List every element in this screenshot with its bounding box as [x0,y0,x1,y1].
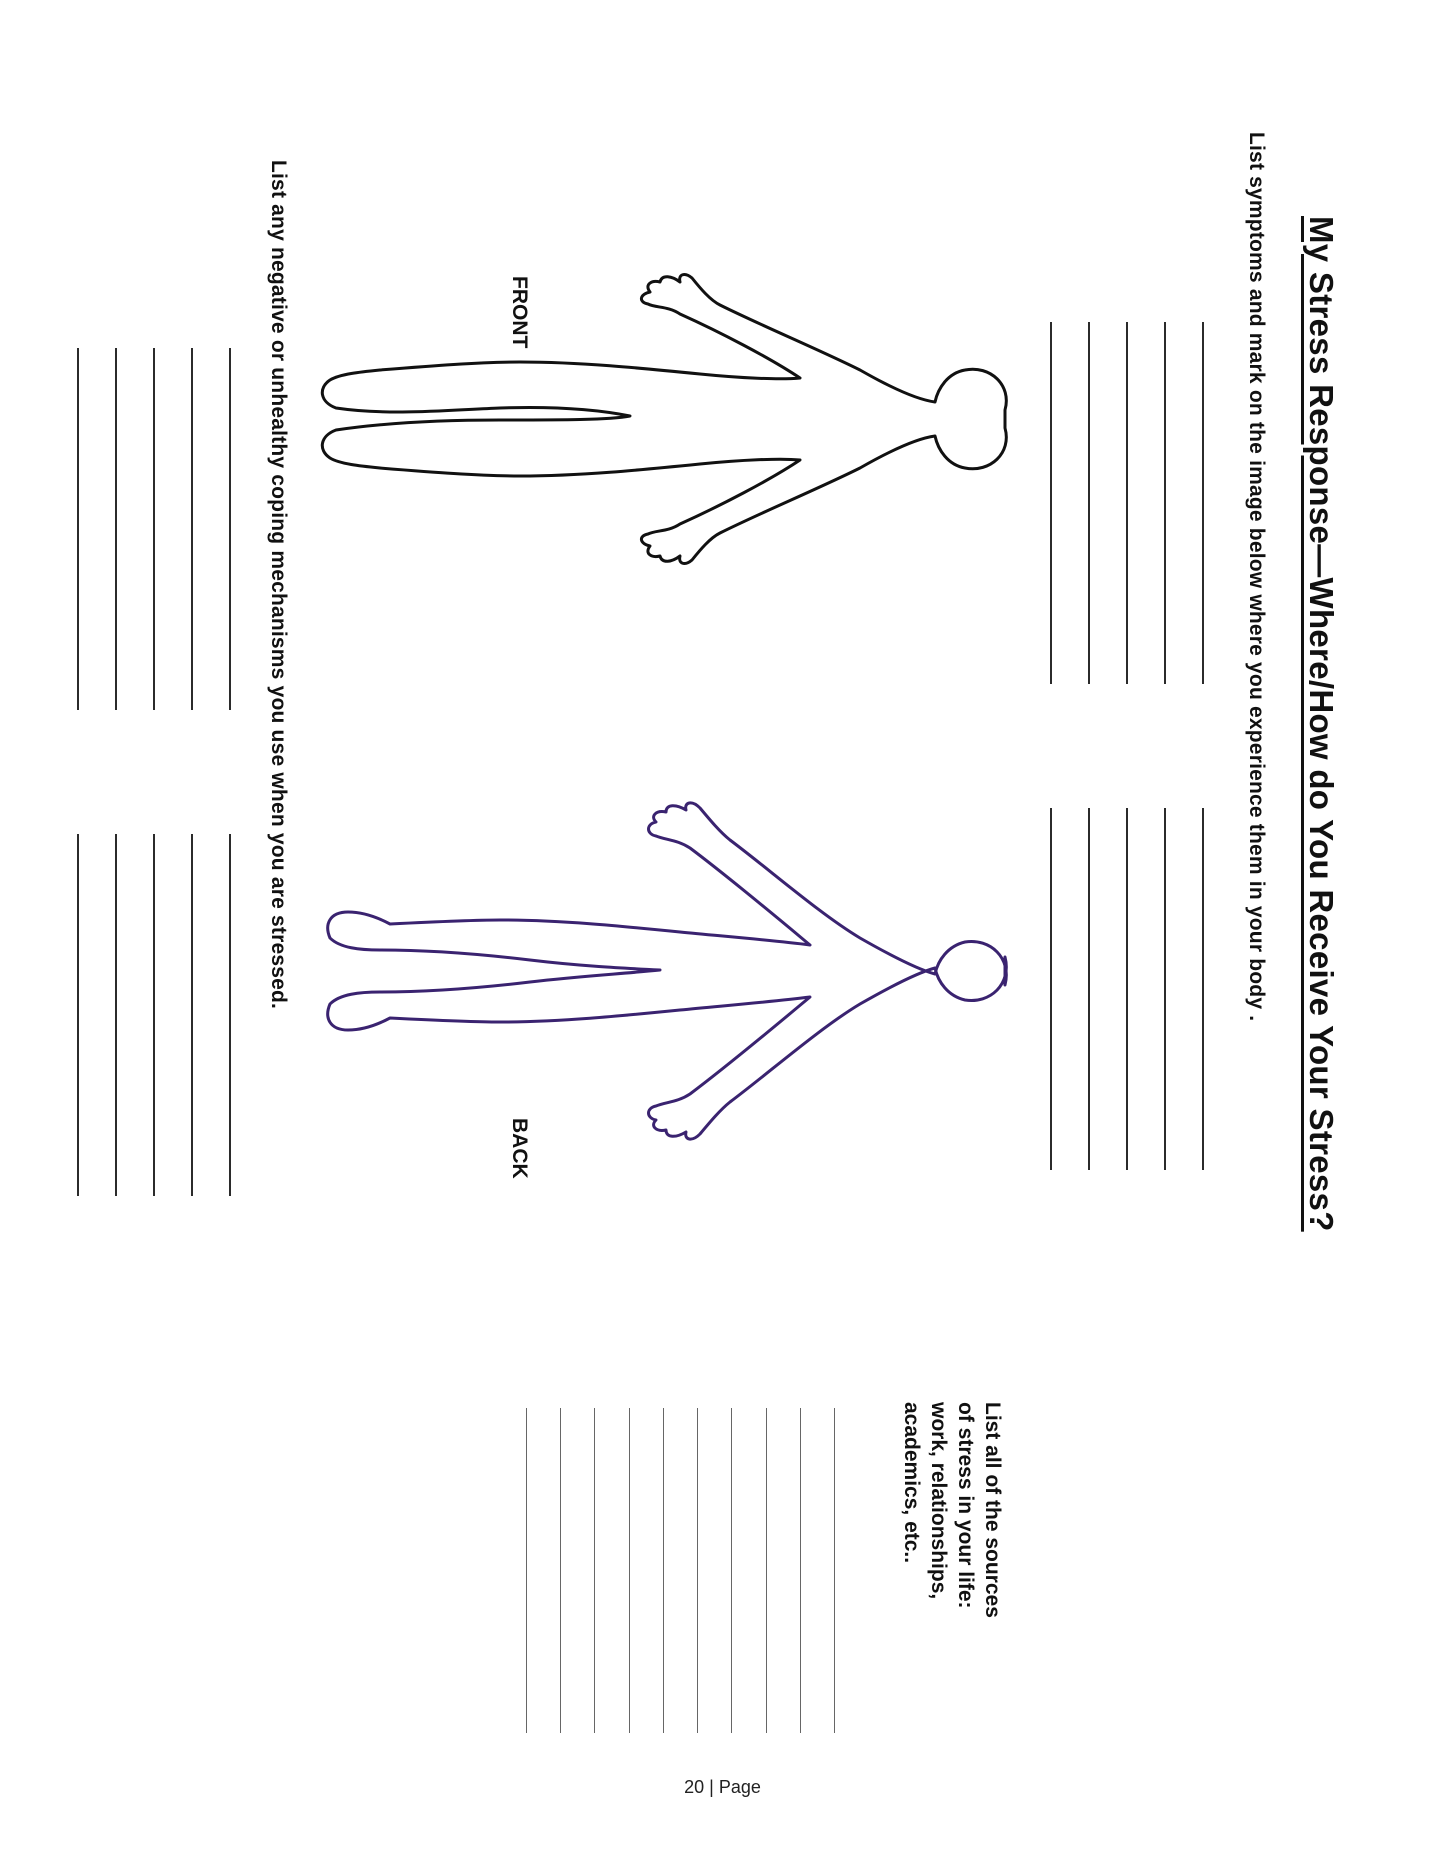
writing-line [191,348,193,710]
coping-instruction: List any negative or unhealthy coping mechanisms you use when you are stressed. [267,160,290,1010]
front-body-outline [300,270,1020,670]
writing-line [153,834,155,1196]
page-number: 20 | Page [684,1777,761,1797]
writing-line [1126,808,1128,1170]
writing-line [697,1408,698,1733]
sources-prompt-line: work, relationships, [927,1402,950,1600]
back-body-outline [300,790,1020,1210]
sources-prompt-line: academics, etc.. [900,1402,923,1564]
writing-line [1164,808,1166,1170]
writing-line [1088,808,1090,1170]
writing-line [229,348,231,710]
sources-prompt [898,1402,1006,1618]
writing-line [229,834,231,1196]
writing-line [1050,808,1052,1170]
writing-line [1088,322,1090,684]
writing-line [560,1408,561,1733]
sources-prompt-line: List all of the sources [981,1402,1004,1618]
writing-line [526,1408,527,1733]
writing-line [834,1408,835,1733]
sources-prompt-line: of stress in your life: [954,1402,977,1609]
writing-line [115,834,117,1196]
writing-line [1126,322,1128,684]
writing-line [1164,322,1166,684]
writing-line [153,348,155,710]
writing-line [594,1408,595,1733]
writing-line [629,1408,630,1733]
writing-line [115,348,117,710]
writing-line [1202,322,1204,684]
writing-line [1050,322,1052,684]
writing-line [1202,808,1204,1170]
front-label: FRONT [508,276,531,349]
writing-line [800,1408,801,1733]
writing-line [77,834,79,1196]
writing-line [663,1408,664,1733]
writing-line [191,834,193,1196]
writing-line [766,1408,767,1733]
symptoms-instruction: List symptoms and mark on the image below where you experience them in your body . [1245,132,1268,1022]
writing-line [77,348,79,710]
page-title: My Stress Response—Where/How do You Receive Your Stress? [1303,216,1340,1232]
writing-line [731,1408,732,1733]
back-label: BACK [508,1118,531,1179]
